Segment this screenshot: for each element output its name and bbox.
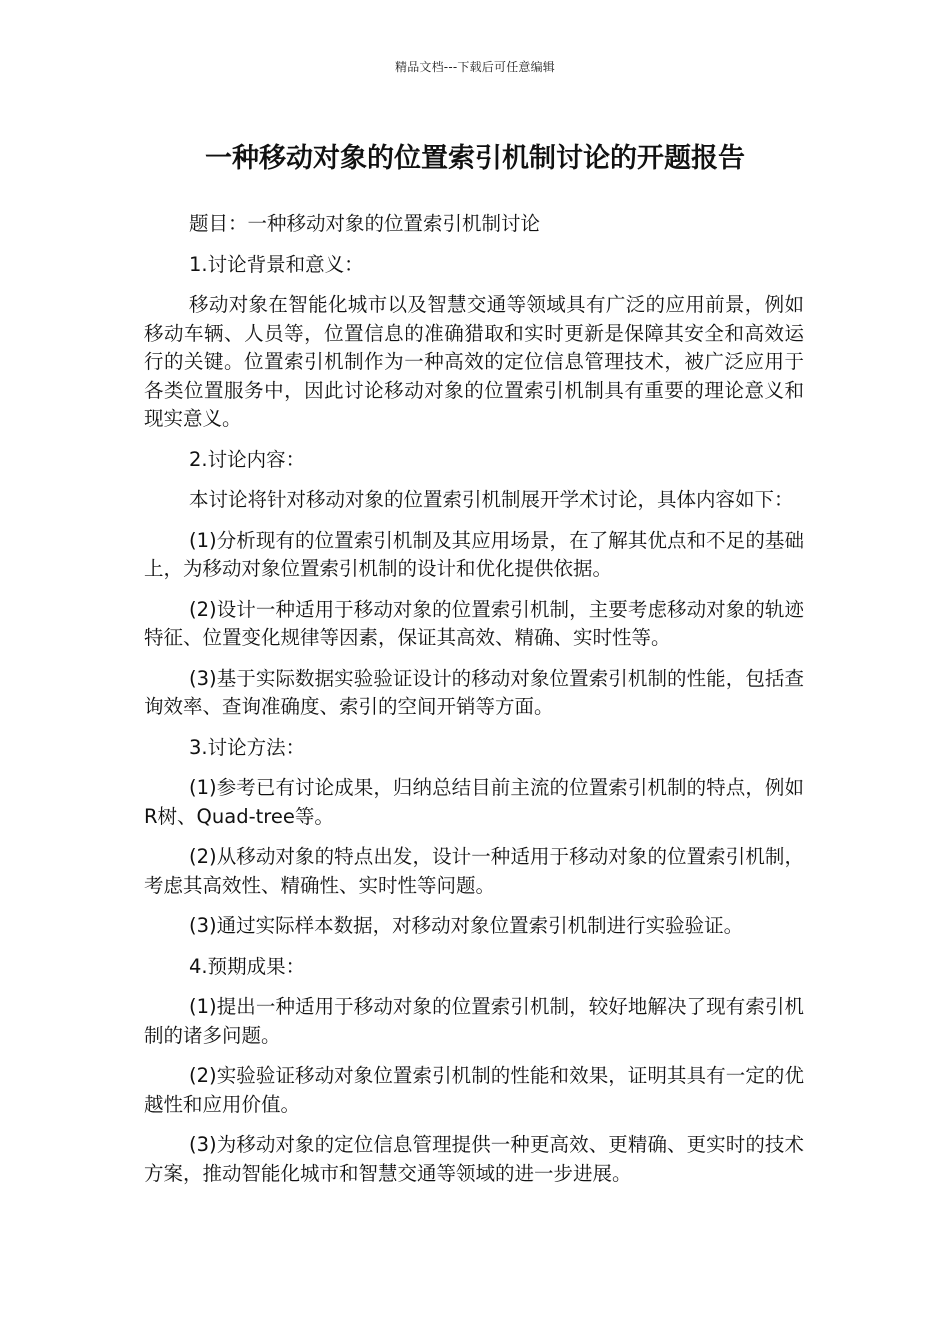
content-item-1: (1)分析现有的位置索引机制及其应用场景，在了解其优点和不足的基础上，为移动对象位置索引机制的设计和优化提供依据。 xyxy=(144,528,804,580)
section-heading-method: 3.讨论方法： xyxy=(189,735,306,759)
section-heading-background: 1.讨论背景和意义： xyxy=(189,252,364,276)
section-heading-content: 2.讨论内容： xyxy=(189,447,306,471)
background-paragraph: 移动对象在智能化城市以及智慧交通等领域具有广泛的应用前景，例如移动车辆、人员等，位置信息的准确猎取和实时更新是保障其安全和高效运行的关键。位置索引机制作为一种高效的定位信息管理技术，被广泛应用于各类位置服务中，因此讨论移动对象的位置索引机制具有重要的理论意义和现实意义。 xyxy=(144,293,804,430)
document-title: 一种移动对象的位置索引机制讨论的开题报告 xyxy=(205,143,745,174)
method-item-3: (3)通过实际样本数据，对移动对象位置索引机制进行实验验证。 xyxy=(189,914,744,937)
results-item-3: (3)为移动对象的定位信息管理提供一种更高效、更精确、更实时的技术方案，推动智能化城市和智慧交通等领域的进一步进展。 xyxy=(144,1133,804,1185)
content-item-2: (2)设计一种适用于移动对象的位置索引机制，主要考虑移动对象的轨迹特征、位置变化规律等因素，保证其高效、精确、实时性等。 xyxy=(144,597,804,649)
document-body xyxy=(144,210,804,1200)
content-intro-paragraph: 本讨论将针对移动对象的位置索引机制展开学术讨论，具体内容如下： xyxy=(189,488,794,511)
section-heading-results: 4.预期成果： xyxy=(189,954,306,978)
results-item-2: (2)实验验证移动对象位置索引机制的性能和效果，证明其具有一定的优越性和应用价值。 xyxy=(144,1064,804,1116)
topic-line: 题目：一种移动对象的位置索引机制讨论 xyxy=(189,212,541,235)
header-note: 精品文档---下载后可任意编辑 xyxy=(395,60,555,74)
method-item-2: (2)从移动对象的特点出发，设计一种适用于移动对象的位置索引机制，考虑其高效性、精确性、实时性等问题。 xyxy=(144,845,804,897)
results-item-1: (1)提出一种适用于移动对象的位置索引机制，较好地解决了现有索引机制的诸多问题。 xyxy=(144,995,804,1047)
content-item-3: (3)基于实际数据实验验证设计的移动对象位置索引机制的性能，包括查询效率、查询准确度、索引的空间开销等方面。 xyxy=(144,666,804,718)
method-item-1: (1)参考已有讨论成果，归纳总结目前主流的位置索引机制的特点，例如R树、Quad-tree等。 xyxy=(144,776,804,828)
